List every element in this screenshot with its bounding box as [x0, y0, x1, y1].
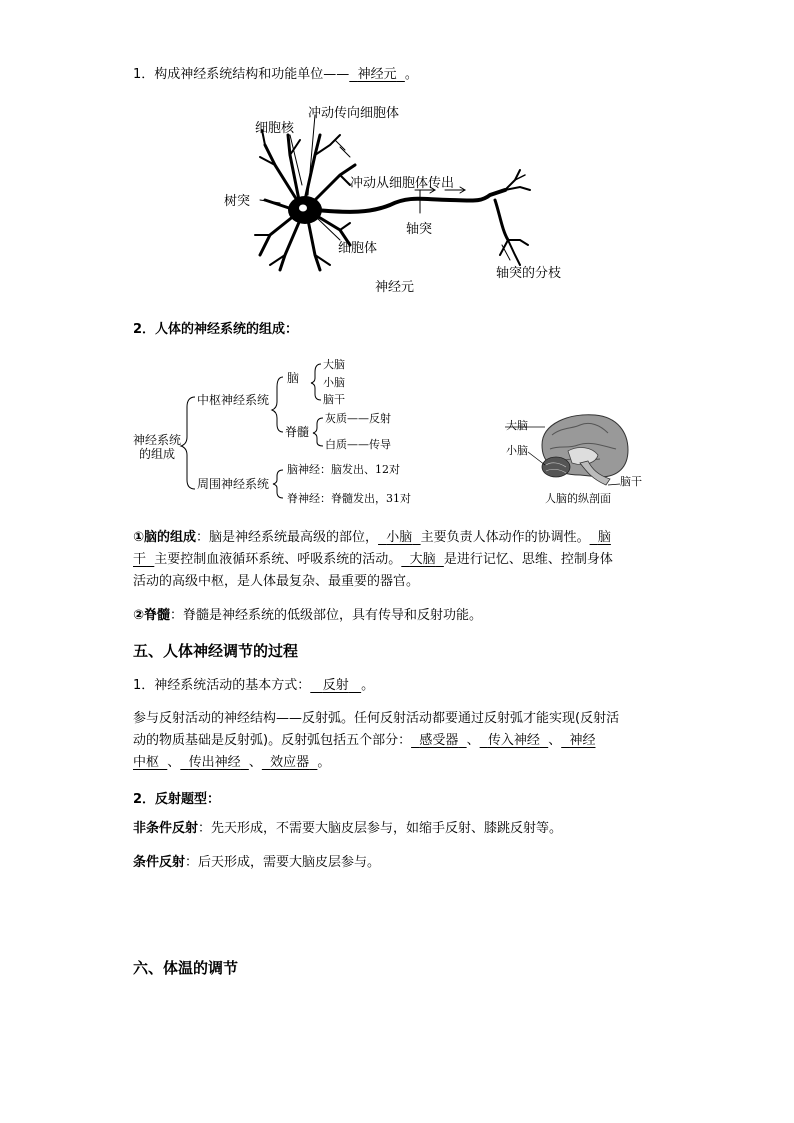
label-dendrite: 树突 [224, 194, 251, 209]
item1-number: 1． [133, 67, 155, 82]
tree-spinal-nerve: 脊神经：脊髓发出，31对 [287, 492, 411, 505]
item1-end: 。 [404, 67, 418, 82]
item1-text: 构成神经系统结构和功能单位—— [154, 67, 350, 82]
para3-end: 。 [317, 755, 331, 770]
unconditioned-reflex-line [133, 818, 663, 840]
para3-blank-efferent: 传出神经 [188, 755, 241, 770]
para3-blank-afferent: 传入神经 [487, 733, 540, 748]
para1-text1: ：脑是神经系统最高级的部位， [196, 530, 379, 545]
uncond-text: ：先天形成，不需要大脑皮层参与，如缩手反射、膝跳反射等。 [198, 821, 563, 836]
label-impulse-in: 冲动传向细胞体 [308, 106, 400, 121]
para2-lead: ②脊髓 [133, 608, 171, 623]
brain-fig-brainstem: 脑干 [620, 475, 642, 488]
para1-text2: 主要负责人体动作的协调性。 [420, 530, 590, 545]
para1-line2 [133, 549, 663, 571]
para3-blank-receptor: 感受器 [419, 733, 459, 748]
brain-composition-paragraph [133, 527, 663, 593]
para3-blank-center-b: 中枢 [133, 755, 160, 770]
cond-text: ：后天形成，需要大脑皮层参与。 [185, 855, 381, 870]
tree-cranial: 脑神经：脑发出、12对 [287, 463, 400, 476]
reflex-arc-paragraph [133, 708, 663, 774]
section5-heading: 五、人体神经调节的过程 [133, 642, 299, 660]
item5-1-text: 1．神经系统活动的基本方式： [133, 678, 311, 693]
spinal-cord-paragraph [133, 605, 663, 627]
tree-root-2: 的组成 [139, 447, 176, 461]
tree-white: 白质——传导 [325, 438, 391, 451]
para3-line1: 参与反射活动的神经结构——反射弧。任何反射活动都要通过反射弧才能实现(反射活 [133, 711, 620, 726]
uncond-lead: 非条件反射 [133, 821, 199, 836]
item5-2-title: 2．反射题型： [133, 792, 221, 807]
tree-root: 神经系统 [133, 433, 182, 447]
label-axon-branch: 轴突的分枝 [496, 266, 562, 281]
nervous-system-tree [125, 352, 445, 512]
cond-lead: 条件反射 [133, 855, 186, 870]
para1-blank-brainstem-b: 干 [133, 552, 147, 567]
tree-brainstem: 脑干 [323, 393, 345, 406]
item1-answer: 神经元 [357, 67, 397, 82]
label-cellbody: 细胞体 [338, 241, 378, 256]
para3-blank-center-a: 神经 [569, 733, 596, 748]
item2-title: 2．人体的神经系统的组成： [133, 322, 299, 337]
para2-text: ：脊髓是神经系统的低级部位，具有传导和反射功能。 [170, 608, 483, 623]
neuron-diagram [220, 95, 580, 300]
para3-blank-effector: 效应器 [270, 755, 310, 770]
item5-1-end: 。 [361, 678, 375, 693]
para1-text4: 是进行记忆、思维、控制身体 [443, 552, 613, 567]
brain-fig-caption: 人脑的纵剖面 [545, 492, 611, 505]
label-axon: 轴突 [406, 222, 433, 237]
para1-line1 [133, 527, 663, 549]
para3-sep2: 、 [548, 733, 562, 748]
para1-text3: 主要控制血液循环系统、呼吸系统的活动。 [154, 552, 402, 567]
para3-sep4: 、 [248, 755, 262, 770]
para3-line3 [133, 752, 663, 774]
item1-line [133, 63, 418, 82]
para3-line2-text: 动的物质基础是反射弧)。反射弧包括五个部分： [133, 733, 412, 748]
section6-heading: 六、体温的调节 [133, 959, 239, 977]
para1-blank-cerebellum: 小脑 [386, 530, 413, 545]
tree-cerebellum: 小脑 [323, 376, 345, 389]
conditioned-reflex-line [133, 852, 663, 874]
brain-fig-cerebrum: 大脑 [506, 419, 528, 432]
para1-blank-brainstem-a: 脑 [597, 530, 611, 545]
tree-gray: 灰质——反射 [325, 412, 391, 425]
brain-section-figure [500, 405, 660, 510]
tree-pns: 周围神经系统 [197, 477, 270, 491]
tree-spinal: 脊髓 [285, 425, 310, 439]
item5-1-line [133, 675, 663, 697]
brain-fig-cerebellum: 小脑 [506, 444, 528, 457]
tree-cns: 中枢神经系统 [197, 393, 270, 407]
item5-1-answer: 反射 [322, 678, 349, 693]
para1-line3: 活动的高级中枢，是人体最复杂、最重要的器官。 [133, 574, 420, 589]
para1-blank-cerebrum: 大脑 [409, 552, 436, 567]
para3-line2 [133, 730, 663, 752]
tree-cerebrum: 大脑 [323, 358, 345, 371]
neuron-caption: 神经元 [375, 280, 415, 295]
para1-lead: ①脑的组成 [133, 530, 197, 545]
para3-sep1: 、 [466, 733, 480, 748]
tree-brain: 脑 [287, 371, 300, 385]
label-nucleus: 细胞核 [255, 121, 295, 136]
label-impulse-out: 冲动从细胞体传出 [350, 176, 455, 191]
para3-sep3: 、 [167, 755, 181, 770]
